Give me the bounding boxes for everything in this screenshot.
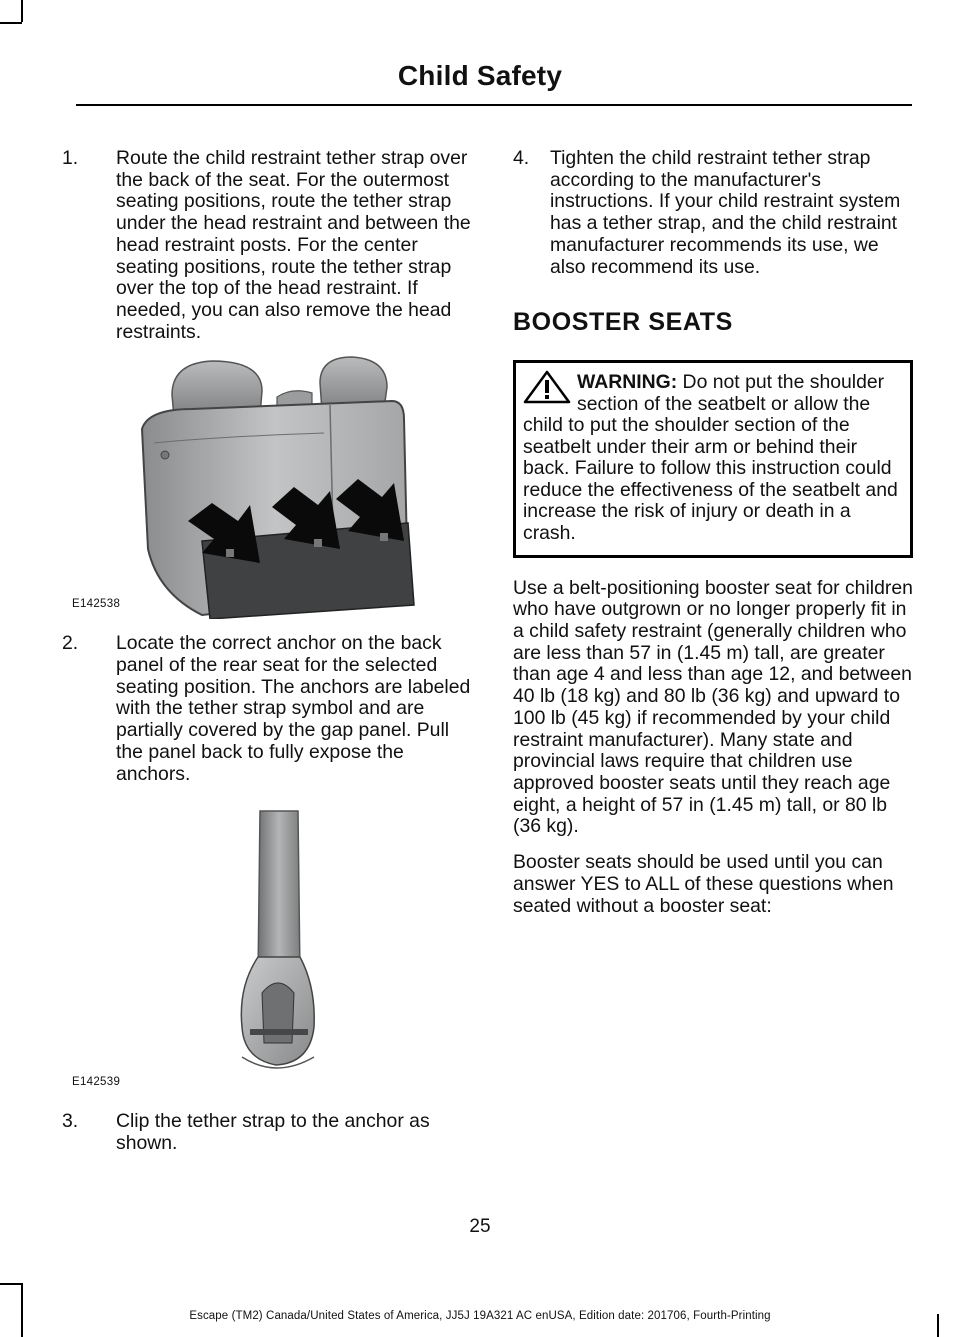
right-column [513,148,913,917]
step-number: 2. [62,632,79,655]
figure-code: E142538 [72,597,121,610]
footer: Escape (TM2) Canada/United States of America, JJ5J 19A321 AC enUSA, Edition date: 201706, Fourth-Printing [189,1310,771,1322]
step-text: Route the child restraint tether strap over the back of the seat. For the outermost seating positions, route the tether strap under the head restraint and between the head restraint posts. For the center seating positions, route the tether strap over the top of the head restraint. If needed, you can also remove the head restraints. [116,147,471,343]
step-text: Locate the correct anchor on the back panel of the rear seat for the selected seating position. The anchors are labeled with the tether strap symbol and are partially covered by the gap panel. Pull the panel back to fully expose the anchors. [116,632,471,785]
left-column [62,148,474,1155]
page-title: Child Safety [397,60,563,91]
step-2 [62,633,474,785]
warning-box [513,360,913,558]
step-number: 1. [62,147,79,169]
step-number: 4. [513,147,530,169]
header-rule [76,104,912,106]
warning-label: WARNING: [577,370,678,393]
booster-paragraph-2: Booster seats should be used until you can answer YES to ALL of these questions when seated without a booster seat: [513,851,894,917]
tether-strap-clip-illustration [62,797,474,1097]
booster-paragraph-1: Use a belt-positioning booster seat for children who have outgrown or no longer properly fit in a child safety restraint (generally children who are less than 57 in (1.45 m) tall, are greater than age 4 and less than age 12, and between 40 lb (18 kg) and 80 lb (36 kg) and upward to 100 lb (45 kg) if recommended by your child restraint manufacturer). Many state and provincial laws require that children use approved booster seats until they reach age eight, a height of 57 in (1.45 m) tall, or 80 lb (36 kg). [513,576,913,838]
crop-mark-bottom-left-horizontal [0,1283,22,1285]
step-4 [513,148,913,278]
step-3 [62,1111,474,1154]
step-1 [62,148,474,343]
page-number: 25 [469,1216,491,1237]
step-text: Clip the tether strap to the anchor as shown. [116,1110,430,1154]
figure-code: E142539 [72,1075,121,1088]
step-number: 3. [62,1110,79,1133]
warning-text: Do not put the shoulder section of the seatbelt or allow the child to put the shoulder section of the seatbelt under their arm or behind their back. Failure to follow this instruction could reduce the effectiveness of the seatbelt and increase the risk of injury or death in a crash. [523,370,898,545]
tether-anchor-figure [62,797,474,1097]
warning-triangle-icon [523,370,571,404]
step-text: Tighten the child restraint tether strap according to the manufacturer's instructions. If your child restraint system has a tether strap, and the child restraint manufacturer recommends its use, we also recommend its use. [550,147,901,278]
rear-seat-anchor-illustration [62,353,474,619]
rear-seat-figure [62,353,474,619]
section-heading: BOOSTER SEATS [513,308,733,337]
crop-mark-top-left-horizontal [0,22,22,24]
crop-mark-top-left-vertical [21,0,23,22]
